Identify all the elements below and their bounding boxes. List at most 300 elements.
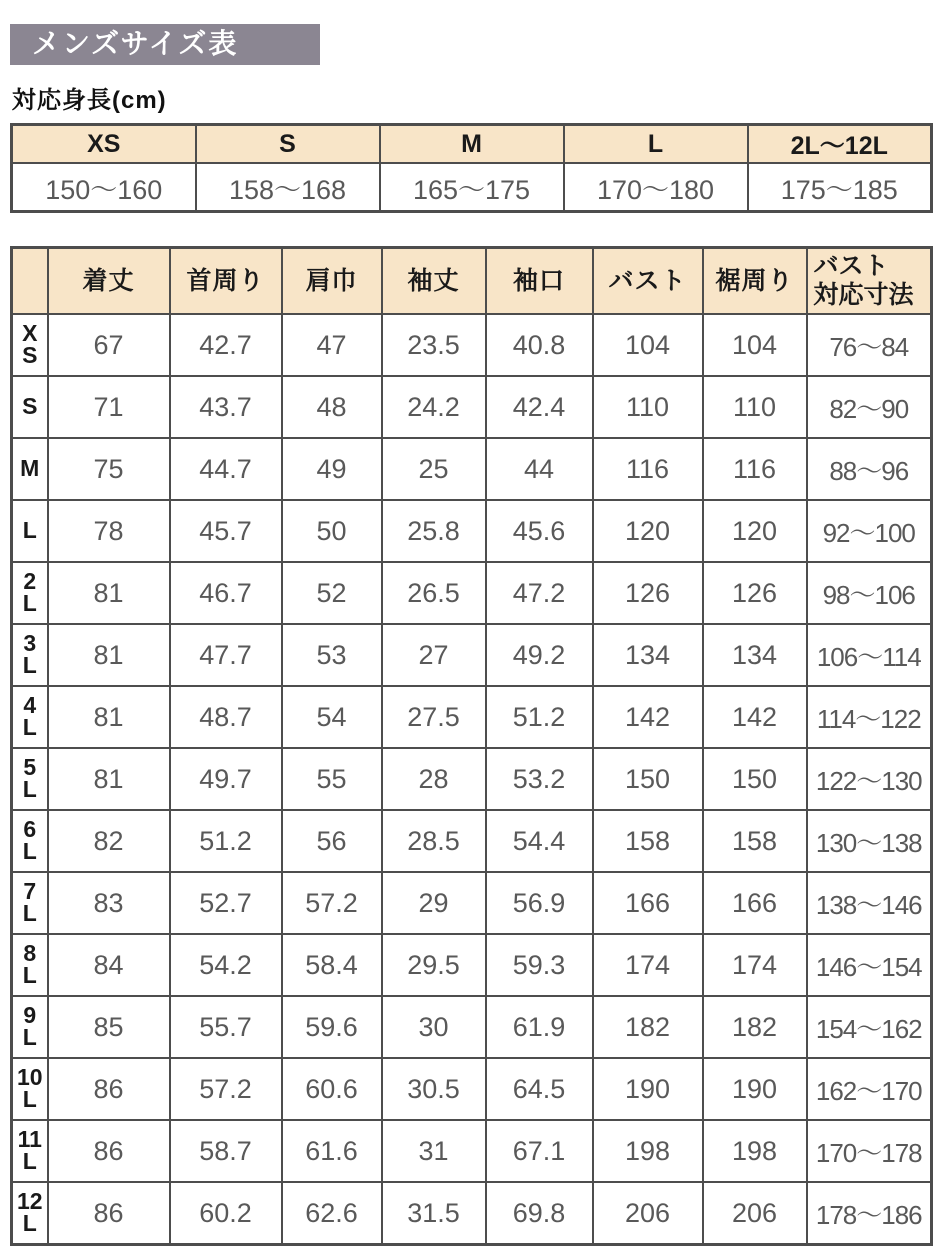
size-value-cell-text: 25.8 — [407, 515, 460, 546]
size-value-cell — [48, 810, 170, 872]
size-value-cell — [807, 748, 932, 810]
size-value-cell-text: 55.7 — [199, 1011, 252, 1042]
size-value-cell — [703, 748, 807, 810]
size-row-label-text: 3 — [23, 630, 37, 657]
size-value-cell-text: 134 — [624, 639, 671, 670]
size-value-cell — [703, 376, 807, 438]
size-row-label — [12, 810, 48, 872]
size-value-cell — [486, 376, 593, 438]
size-value-cell-text: 146〜154 — [815, 951, 922, 982]
size-value-cell-text: 75 — [93, 453, 124, 484]
size-value-cell-text: 81 — [93, 763, 124, 794]
size-value-cell-text: 45.7 — [199, 515, 252, 546]
height-table — [10, 123, 933, 213]
height-table-header-cell-text: S — [279, 129, 296, 158]
size-value-cell-text: 44 — [523, 453, 555, 484]
size-value-cell — [170, 500, 282, 562]
size-value-cell-text: 57.2 — [199, 1073, 252, 1104]
size-value-cell-text: 64.5 — [512, 1073, 566, 1104]
height-table-value-cell-text: 158〜168 — [228, 174, 347, 205]
size-value-cell-text: 71 — [93, 391, 124, 422]
size-value-cell — [486, 934, 593, 996]
size-value-cell-text: 76〜84 — [829, 331, 909, 362]
size-value-cell — [486, 1182, 593, 1245]
size-value-cell — [593, 996, 703, 1058]
size-row-label-text: L — [22, 1086, 37, 1112]
size-table — [10, 246, 933, 1246]
size-table-row-12L — [12, 1182, 932, 1245]
size-table-row-6L — [12, 810, 932, 872]
size-value-cell-text: 174 — [624, 949, 671, 980]
size-row-label-text: L — [22, 1210, 37, 1236]
size-value-cell-text: 86 — [93, 1073, 124, 1104]
size-value-cell-text: 47 — [316, 329, 347, 360]
size-value-cell-text: 31 — [418, 1135, 449, 1166]
size-value-cell — [382, 562, 486, 624]
size-row-label — [12, 1058, 48, 1120]
size-value-cell-text: 54.2 — [199, 949, 252, 980]
size-value-cell-text: 42.7 — [199, 329, 252, 360]
size-value-cell — [382, 748, 486, 810]
size-value-cell — [48, 1120, 170, 1182]
size-value-cell-text: 47.7 — [199, 639, 252, 670]
height-table-header-cell-text: L — [647, 129, 664, 158]
size-value-cell-text: 78 — [93, 515, 124, 546]
size-value-cell — [486, 1058, 593, 1120]
size-value-cell-text: 198 — [731, 1135, 778, 1166]
size-value-cell — [703, 314, 807, 376]
size-value-cell-text: 85 — [93, 1011, 124, 1042]
size-value-cell — [593, 624, 703, 686]
size-table-body — [12, 314, 932, 1245]
size-row-label-text: L — [22, 900, 37, 926]
size-table-row-2L — [12, 562, 932, 624]
size-value-cell-text: 104 — [624, 329, 671, 360]
size-value-cell-text: 126 — [624, 577, 671, 608]
size-table-header-cell-text: 着丈 — [82, 266, 135, 295]
size-value-cell — [593, 872, 703, 934]
size-value-cell-text: 40.8 — [512, 329, 566, 360]
size-table-header-cell — [282, 248, 382, 315]
size-table-corner-cell — [12, 248, 48, 315]
size-value-cell — [282, 872, 382, 934]
size-value-cell-text: 82 — [93, 825, 124, 856]
size-table-row-7L — [12, 872, 932, 934]
size-value-cell-text: 86 — [93, 1197, 124, 1228]
size-value-cell-text: 25 — [418, 453, 449, 484]
size-value-cell — [807, 376, 932, 438]
size-value-cell — [48, 438, 170, 500]
size-value-cell — [807, 1058, 932, 1120]
size-value-cell — [807, 562, 932, 624]
size-value-cell — [170, 748, 282, 810]
size-value-cell-text: 98〜106 — [822, 579, 915, 610]
size-value-cell-text: 57.2 — [305, 887, 358, 918]
size-value-cell — [593, 810, 703, 872]
size-row-label-text: L — [22, 590, 37, 616]
size-value-cell-text: 46.7 — [199, 577, 252, 608]
size-value-cell-text: 142 — [624, 701, 671, 732]
size-value-cell-text: 190 — [731, 1073, 778, 1104]
height-table-header-row — [12, 125, 932, 164]
size-value-cell — [486, 686, 593, 748]
size-value-cell — [593, 562, 703, 624]
size-value-cell — [48, 562, 170, 624]
size-value-cell — [282, 810, 382, 872]
size-value-cell-text: 60.6 — [305, 1073, 358, 1104]
size-row-label-text: 9 — [23, 1002, 37, 1029]
size-value-cell-text: 58.7 — [199, 1135, 252, 1166]
size-value-cell — [703, 562, 807, 624]
size-value-cell — [807, 872, 932, 934]
size-value-cell — [48, 1058, 170, 1120]
size-value-cell-text: 83 — [93, 887, 124, 918]
size-value-cell-text: 49.7 — [199, 763, 252, 794]
size-value-cell-text: 56.9 — [512, 887, 566, 918]
size-row-label-text: 8 — [23, 940, 37, 967]
size-value-cell — [807, 1182, 932, 1245]
size-value-cell — [807, 314, 932, 376]
size-value-cell-text: 52.7 — [199, 887, 252, 918]
height-table-value-cell-text: 170〜180 — [596, 174, 715, 205]
height-table-header-cell — [196, 125, 380, 164]
size-value-cell — [807, 934, 932, 996]
size-table-row-S — [12, 376, 932, 438]
height-table-header-cell — [748, 125, 932, 164]
size-value-cell — [48, 500, 170, 562]
size-value-cell — [48, 686, 170, 748]
size-value-cell-text: 29 — [418, 887, 449, 918]
size-value-cell-text: 26.5 — [407, 577, 460, 608]
size-value-cell-text: 81 — [93, 701, 124, 732]
size-row-label — [12, 1182, 48, 1245]
size-value-cell-text: 51.2 — [512, 701, 566, 732]
page-title: メンズサイズ表 — [10, 24, 320, 65]
size-value-cell — [807, 810, 932, 872]
size-value-cell — [282, 748, 382, 810]
size-value-cell-text: 86 — [93, 1135, 124, 1166]
size-value-cell-text: 206 — [624, 1197, 671, 1228]
size-row-label — [12, 934, 48, 996]
size-value-cell — [48, 872, 170, 934]
size-value-cell — [48, 996, 170, 1058]
size-value-cell — [486, 314, 593, 376]
size-value-cell-text: 198 — [624, 1135, 671, 1166]
size-table-row-M — [12, 438, 932, 500]
size-value-cell-text: 44.7 — [199, 453, 252, 484]
size-table-row-3L — [12, 624, 932, 686]
height-table-header-cell-text: M — [461, 129, 482, 158]
size-value-cell-text: 182 — [624, 1011, 671, 1042]
size-value-cell — [593, 1182, 703, 1245]
size-value-cell — [48, 624, 170, 686]
size-row-label-text: 7 — [23, 878, 37, 905]
size-value-cell — [703, 810, 807, 872]
size-table-header-cell-text: 首周り — [186, 266, 265, 295]
size-value-cell — [593, 748, 703, 810]
size-row-label-text: S — [22, 342, 38, 368]
size-value-cell-text: 53.2 — [512, 763, 566, 794]
height-table-value-row — [12, 163, 932, 212]
size-value-cell — [593, 376, 703, 438]
size-value-cell — [382, 1120, 486, 1182]
size-value-cell-text: 116 — [732, 453, 777, 484]
size-value-cell-text: 47.2 — [512, 577, 566, 608]
size-table-header-cell-text: 裾周り — [715, 266, 794, 295]
size-value-cell — [807, 624, 932, 686]
size-value-cell-text: 59.3 — [512, 949, 566, 980]
height-table-header-cell-text: 2L〜12L — [790, 132, 888, 160]
size-value-cell — [282, 996, 382, 1058]
size-value-cell — [382, 934, 486, 996]
size-value-cell — [486, 624, 593, 686]
size-value-cell — [170, 376, 282, 438]
size-value-cell — [703, 500, 807, 562]
size-value-cell — [593, 686, 703, 748]
size-value-cell-text: 30.5 — [407, 1073, 460, 1104]
size-value-cell — [170, 1120, 282, 1182]
size-value-cell — [807, 500, 932, 562]
size-value-cell-text: 138〜146 — [815, 889, 922, 920]
size-value-cell — [593, 438, 703, 500]
size-value-cell — [170, 996, 282, 1058]
size-value-cell — [382, 1182, 486, 1245]
size-value-cell-text: 92〜100 — [822, 517, 915, 548]
size-table-header-cell-text: 肩巾 — [305, 266, 358, 295]
size-row-label-text: 6 — [23, 816, 37, 843]
size-value-cell-text: 114〜122 — [816, 703, 921, 734]
size-value-cell — [486, 500, 593, 562]
size-value-cell — [48, 934, 170, 996]
size-row-label-text: 12 — [16, 1188, 43, 1215]
size-table-header-cell — [486, 248, 593, 315]
size-value-cell-text: 134 — [731, 639, 778, 670]
size-value-cell — [48, 748, 170, 810]
size-value-cell-text: 49.2 — [512, 639, 566, 670]
size-table-header-cell — [48, 248, 170, 315]
size-value-cell-text: 154〜162 — [815, 1013, 922, 1044]
size-value-cell — [282, 314, 382, 376]
size-value-cell — [703, 996, 807, 1058]
size-table-header-cell-text: 袖口 — [512, 266, 565, 295]
size-value-cell-text: 31.5 — [407, 1197, 460, 1228]
size-value-cell — [703, 934, 807, 996]
size-row-label — [12, 1120, 48, 1182]
size-table-row-8L — [12, 934, 932, 996]
size-value-cell-text: 49 — [316, 453, 347, 484]
size-table-header-cell — [593, 248, 703, 315]
size-value-cell — [382, 872, 486, 934]
size-value-cell — [486, 562, 593, 624]
height-table-value-cell — [748, 163, 932, 212]
size-value-cell-text: 23.5 — [407, 329, 460, 360]
size-value-cell-text: 82〜90 — [829, 393, 909, 424]
size-value-cell-text: 178〜186 — [815, 1199, 922, 1230]
size-value-cell — [170, 624, 282, 686]
height-table-value-cell — [12, 163, 196, 212]
size-value-cell — [593, 500, 703, 562]
size-value-cell-text: 43.7 — [199, 391, 252, 422]
size-value-cell-text: 61.6 — [305, 1135, 358, 1166]
size-value-cell-text: 162〜170 — [815, 1075, 922, 1106]
size-row-label-text: L — [22, 838, 37, 864]
size-value-cell-text: 182 — [731, 1011, 778, 1042]
size-value-cell-text: 190 — [624, 1073, 671, 1104]
size-row-label-text: L — [22, 776, 37, 802]
size-table-header-cell-text: バスト — [608, 266, 687, 295]
height-table-value-cell — [380, 163, 564, 212]
size-value-cell — [486, 438, 593, 500]
size-row-label — [12, 500, 48, 562]
size-row-label — [12, 314, 48, 376]
size-row-label-text: 2 — [23, 568, 37, 595]
size-table-header-cell — [807, 248, 932, 315]
size-value-cell — [703, 1182, 807, 1245]
size-table-row-11L — [12, 1120, 932, 1182]
size-value-cell-text: 58.4 — [305, 949, 358, 980]
size-value-cell — [593, 1058, 703, 1120]
size-value-cell-text: 88〜96 — [829, 455, 909, 486]
size-table-header-row — [12, 248, 932, 315]
size-row-label — [12, 562, 48, 624]
size-value-cell — [382, 500, 486, 562]
size-value-cell-text: 158 — [624, 825, 671, 856]
size-value-cell — [170, 686, 282, 748]
height-table-value-cell — [564, 163, 748, 212]
size-value-cell-text: 120 — [624, 515, 671, 546]
size-value-cell — [486, 996, 593, 1058]
size-value-cell-text: 52 — [316, 577, 347, 608]
size-value-cell — [593, 1120, 703, 1182]
size-value-cell — [486, 748, 593, 810]
size-value-cell-text: 54 — [316, 701, 347, 732]
size-value-cell-text: 81 — [93, 577, 124, 608]
size-row-label — [12, 686, 48, 748]
size-row-label — [12, 376, 48, 438]
size-table-header-cell — [703, 248, 807, 315]
size-table-row-10L — [12, 1058, 932, 1120]
size-value-cell — [382, 376, 486, 438]
size-row-label-text: 5 — [23, 754, 37, 781]
size-value-cell — [282, 500, 382, 562]
size-value-cell-text: 27.5 — [407, 701, 460, 732]
size-value-cell-text: 126 — [731, 577, 778, 608]
size-value-cell-text: 110 — [732, 391, 777, 422]
size-value-cell-text: 42.4 — [512, 391, 566, 422]
size-value-cell — [703, 438, 807, 500]
size-value-cell — [703, 624, 807, 686]
size-table-header-cell — [170, 248, 282, 315]
size-table-row-9L — [12, 996, 932, 1058]
height-table-value-cell-text: 175〜185 — [780, 174, 898, 205]
size-value-cell-text: 24.2 — [407, 391, 460, 422]
size-table-header-cell — [382, 248, 486, 315]
size-value-cell-text: 150 — [731, 763, 778, 794]
size-value-cell-text: 54.4 — [512, 825, 566, 856]
size-value-cell-text: 120 — [731, 515, 778, 546]
size-value-cell — [486, 872, 593, 934]
size-value-cell-text: 166 — [624, 887, 671, 918]
size-row-label-text: S — [22, 393, 38, 420]
size-value-cell-text: 142 — [731, 701, 778, 732]
size-row-label-text: 4 — [23, 692, 37, 719]
size-row-label-text: L — [22, 1148, 37, 1174]
size-value-cell — [382, 810, 486, 872]
size-table-header-cell-text: 袖丈 — [407, 266, 460, 295]
size-value-cell-text: 206 — [731, 1197, 778, 1228]
size-value-cell-text: 28.5 — [407, 825, 460, 856]
size-value-cell — [486, 810, 593, 872]
size-value-cell — [170, 1058, 282, 1120]
height-table-value-cell-text: 165〜175 — [412, 174, 531, 205]
size-value-cell — [593, 314, 703, 376]
size-row-label — [12, 872, 48, 934]
size-value-cell-text: 166 — [731, 887, 778, 918]
size-value-cell — [170, 934, 282, 996]
size-row-label-text: L — [22, 1024, 37, 1050]
size-value-cell — [593, 934, 703, 996]
size-value-cell-text: 150 — [624, 763, 671, 794]
size-value-cell-text: 48 — [316, 391, 347, 422]
size-value-cell-text: 81 — [93, 639, 124, 670]
size-value-cell-text: 53 — [316, 639, 347, 670]
size-value-cell — [703, 872, 807, 934]
size-value-cell-text: 45.6 — [512, 515, 566, 546]
size-value-cell-text: 104 — [731, 329, 778, 360]
size-table-row-5L — [12, 748, 932, 810]
size-value-cell — [382, 686, 486, 748]
size-value-cell — [170, 1182, 282, 1245]
size-value-cell-text: 110 — [625, 391, 670, 422]
size-row-label-text: 10 — [16, 1064, 43, 1091]
size-table-header-cell-text: バスト — [813, 252, 889, 281]
size-value-cell — [282, 686, 382, 748]
size-value-cell — [282, 376, 382, 438]
height-table-header-cell — [12, 125, 196, 164]
size-value-cell — [170, 314, 282, 376]
size-value-cell — [170, 438, 282, 500]
size-value-cell — [382, 996, 486, 1058]
size-value-cell — [807, 1120, 932, 1182]
size-row-label — [12, 438, 48, 500]
size-value-cell — [382, 624, 486, 686]
size-value-cell — [486, 1120, 593, 1182]
size-value-cell-text: 67.1 — [512, 1135, 566, 1166]
size-value-cell — [703, 1120, 807, 1182]
size-value-cell — [382, 314, 486, 376]
size-value-cell — [382, 438, 486, 500]
size-value-cell — [282, 624, 382, 686]
size-value-cell — [282, 934, 382, 996]
size-value-cell — [807, 686, 932, 748]
size-row-label — [12, 624, 48, 686]
size-value-cell-text: 130〜138 — [815, 827, 922, 858]
size-value-cell — [807, 996, 932, 1058]
size-value-cell-text: 29.5 — [407, 949, 460, 980]
size-row-label-text: L — [22, 714, 37, 740]
size-value-cell — [807, 438, 932, 500]
size-row-label — [12, 996, 48, 1058]
size-value-cell-text: 174 — [731, 949, 778, 980]
size-value-cell-text: 67 — [93, 329, 124, 360]
height-table-header-cell-text: XS — [87, 129, 121, 158]
size-value-cell — [282, 1182, 382, 1245]
size-value-cell — [282, 1058, 382, 1120]
size-table-row-4L — [12, 686, 932, 748]
size-value-cell — [703, 686, 807, 748]
size-table-header-cell-text: 対応寸法 — [813, 281, 914, 309]
height-table-header-cell — [380, 125, 564, 164]
